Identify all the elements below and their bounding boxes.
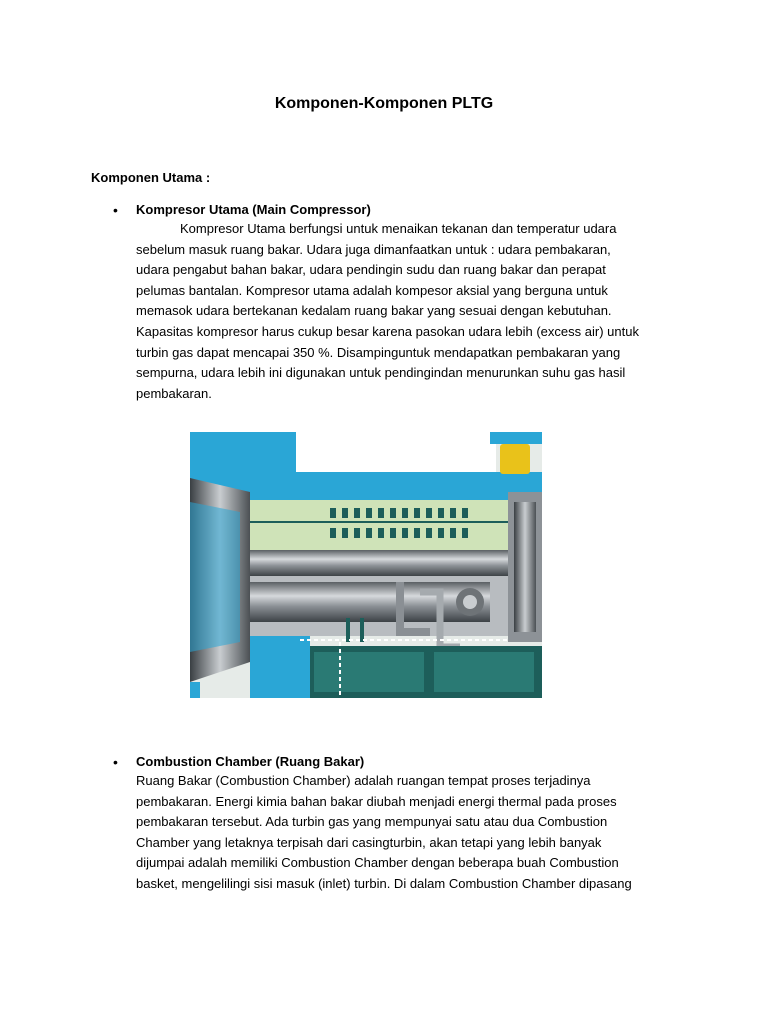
item-paragraph-compressor [136, 219, 676, 404]
paragraph-line: pembakaran. Energi kimia bahan bakar diubah menjadi energi thermal pada proses [136, 793, 617, 809]
compressor-cutaway-image [190, 432, 542, 698]
paragraph-line: Ruang Bakar (Combustion Chamber) adalah ruangan tempat proses terjadinya [136, 773, 591, 788]
paragraph-line: Chamber yang letaknya terpisah dari casingturbin, akan tetapi yang lebih banyak [136, 834, 602, 850]
paragraph-line: basket, mengelilingi sisi masuk (inlet) turbin. Di dalam Combustion Chamber dipasang [136, 875, 632, 891]
paragraph-line: sebelum masuk ruang bakar. Udara juga dimanfaatkan untuk : udara pembakaran, [136, 241, 611, 257]
item-heading-compressor: Kompresor Utama (Main Compressor) [136, 202, 371, 217]
item-paragraph-combustion [136, 771, 676, 895]
paragraph-line: pelumas bantalan. Kompresor utama adalah kompesor aksial yang berguna untuk [136, 282, 608, 298]
bullet-icon: • [113, 202, 118, 218]
paragraph-line: Kapasitas kompresor harus cukup besar karena pasokan udara lebih (excess air) untuk [136, 323, 639, 339]
paragraph-line: dijumpai adalah memiliki Combustion Chamber dengan beberapa buah Combustion [136, 855, 619, 871]
paragraph-line: pembakaran. [136, 385, 212, 401]
item-heading-combustion: Combustion Chamber (Ruang Bakar) [136, 754, 365, 769]
paragraph-line: turbin gas dapat mencapai 350 %. Disampinguntuk mendapatkan pembakaran yang [136, 344, 621, 360]
section-label: Komponen Utama : [91, 170, 211, 185]
paragraph-line: pembakaran tersebut. Ada turbin gas yang mempunyai satu atau dua Combustion [136, 814, 608, 830]
bullet-icon: • [113, 754, 118, 770]
paragraph-line: Kompresor Utama berfungsi untuk menaikan tekanan dan temperatur udara [180, 221, 617, 236]
paragraph-line: sempurna, udara lebih ini digunakan untuk pendingindan menurunkan suhu gas hasil [136, 365, 626, 381]
paragraph-line: memasok udara bertekanan kedalam ruang bakar yang sesuai dengan kebutuhan. [136, 303, 612, 319]
paragraph-line: udara pengabut bahan bakar, udara pendingin sudu dan ruang bakar dan perapat [136, 262, 606, 278]
page-title: Komponen-Komponen PLTG [274, 95, 494, 112]
